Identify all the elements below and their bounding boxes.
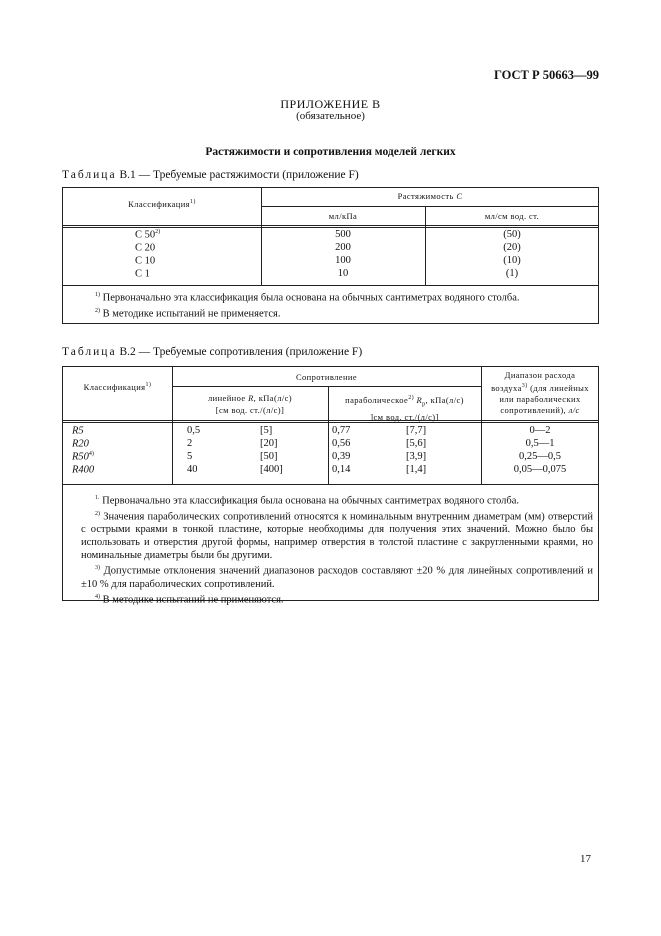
table2-cell-parabolic-cm: [5,6] xyxy=(406,438,427,449)
table2-cell-class: R400 xyxy=(72,464,95,476)
table2-header-parabolic: параболическое$^{2)}$ $R_p$, кПа(л/с) ]см вод. ст./(л/с)] xyxy=(345,394,464,422)
page-number: 17 xyxy=(580,853,591,865)
table2-note-1: $^{1.}$ Первоначально эта классификация была основана на обычных сантиметрах водяного столба. xyxy=(95,495,520,507)
table2-cell-linear: 40 xyxy=(187,464,198,475)
table1-header-col-a: мл/кПа xyxy=(328,211,358,221)
table1-caption xyxy=(62,169,359,181)
table1-header-group: Растяжимость С xyxy=(397,191,463,201)
table2-cell-class: R50$^{4)}$ xyxy=(72,451,94,463)
table1-notes xyxy=(95,289,595,320)
table1-cell-a: 200 xyxy=(335,242,351,253)
table2-note-4: $^{4)}$ В методике испытаний не применяются. xyxy=(95,593,284,605)
table2-cell-range: 0,5—1 xyxy=(525,438,555,449)
table2-cell-range: 0,25—0,5 xyxy=(519,451,561,462)
table2-note-3: $^{3)}$ Допустимые отклонения значений диапазонов расходов составляют ±20 % для линейных сопротивлений и ±10 % для параболических сопротивлений. xyxy=(81,565,594,590)
table2-caption xyxy=(62,346,362,358)
table2-cell-linear-cm: [400] xyxy=(260,464,283,475)
table2-cell-parabolic: 0,39 xyxy=(332,451,351,462)
appendix-title: ПРИЛОЖЕНИЕ В xyxy=(280,97,381,111)
appendix-subtitle: (обязательное) xyxy=(296,110,365,122)
table2-row xyxy=(63,464,599,477)
table2-cell-range: 0—2 xyxy=(529,425,551,436)
table1-caption-prefix: Таблица xyxy=(62,169,117,181)
table2 xyxy=(62,366,599,605)
table1 xyxy=(62,187,599,324)
table2-cell-linear: 0,5 xyxy=(187,425,201,436)
table2-cell-linear: 2 xyxy=(187,438,193,449)
table1-cell-a: 10 xyxy=(337,268,349,279)
table1-row xyxy=(63,268,599,281)
table1-caption-text: В.1 — Требуемые растяжимости (приложение F) xyxy=(116,169,359,181)
table2-note-2: $^{2)}$ Значения параболических сопротивлений относятся к номинальным внутренним диаметрам (мм) отверстий с острыми краями в тонкой пластине, которые необходимы для получения этих значений. Можно было бы использовать и отверстия другой формы, например отверстия в толстой пластине с закругленными краями, но номинальные диаметры были бы другими. xyxy=(81,510,593,561)
table2-cell-range: 0,05—0,075 xyxy=(513,464,567,475)
section-title: Растяжимости и сопротивления моделей легких xyxy=(205,146,456,158)
table2-cell-linear: 5 xyxy=(187,451,193,462)
table2-cell-parabolic: 0,56 xyxy=(332,438,351,449)
table2-header-range: Диапазон расхода воздуха$^{3)}$ (для линейных или параболических сопротивлений), л/с xyxy=(491,370,589,415)
table2-cell-parabolic-cm: [3,9] xyxy=(406,451,427,462)
table1-row xyxy=(63,242,599,255)
table2-caption-text: В.2 — Требуемые сопротивления (приложение F) xyxy=(116,346,363,358)
table2-caption-prefix: Таблица xyxy=(62,346,117,358)
table1-note-2: $^{2)}$ В методике испытаний не применяется. xyxy=(95,307,281,319)
table1-cell-a: 500 xyxy=(335,229,351,240)
table1-row xyxy=(63,255,599,268)
table2-header-group: Сопротивление xyxy=(295,372,358,382)
table2-row xyxy=(63,451,599,464)
table1-cell-b: (50) xyxy=(503,229,521,240)
table1-header-class: Классификация$^{1)}$ xyxy=(128,199,196,209)
table1-note-1: $^{1)}$ Первоначально эта классификация была основана на обычных сантиметрах водяного столба. xyxy=(95,292,520,304)
table2-cell-class: R20 xyxy=(72,438,89,450)
table1-row xyxy=(63,229,599,242)
table2-cell-linear-cm: [5] xyxy=(260,425,273,436)
table2-row xyxy=(63,425,599,438)
table2-header-class: Классификация$^{1)}$ xyxy=(83,382,152,392)
table1-cell-b: (20) xyxy=(503,242,521,253)
table1-cell-class: C 20 xyxy=(135,242,156,254)
table2-cell-parabolic: 0,77 xyxy=(332,425,351,436)
table2-cell-linear-cm: [50] xyxy=(260,451,278,462)
table2-row xyxy=(63,438,599,451)
table1-cell-class: C 10 xyxy=(135,255,156,267)
table2-cell-parabolic: 0,14 xyxy=(332,464,351,475)
table1-header-col-b: мл/см вод. ст. xyxy=(484,211,540,221)
table1-cell-a: 100 xyxy=(335,255,351,266)
table2-cell-parabolic-cm: [1,4] xyxy=(406,464,427,475)
table2-cell-linear-cm: [20] xyxy=(260,438,278,449)
table2-cell-class: R5 xyxy=(72,425,84,437)
table1-cell-b: (10) xyxy=(503,255,521,266)
table1-cell-b: (1) xyxy=(505,268,519,279)
table1-cell-class: C 1 xyxy=(135,268,150,280)
table2-cell-parabolic-cm: [7,7] xyxy=(406,425,427,436)
standard-number: ГОСТ Р 50663—99 xyxy=(493,68,599,82)
table1-cell-class: C 50$^{2)}$ xyxy=(135,229,161,241)
table2-header-linear: линейное R, кПа(л/с) [см вод. ст./(л/с)] xyxy=(208,393,292,415)
table2-notes xyxy=(81,492,593,606)
